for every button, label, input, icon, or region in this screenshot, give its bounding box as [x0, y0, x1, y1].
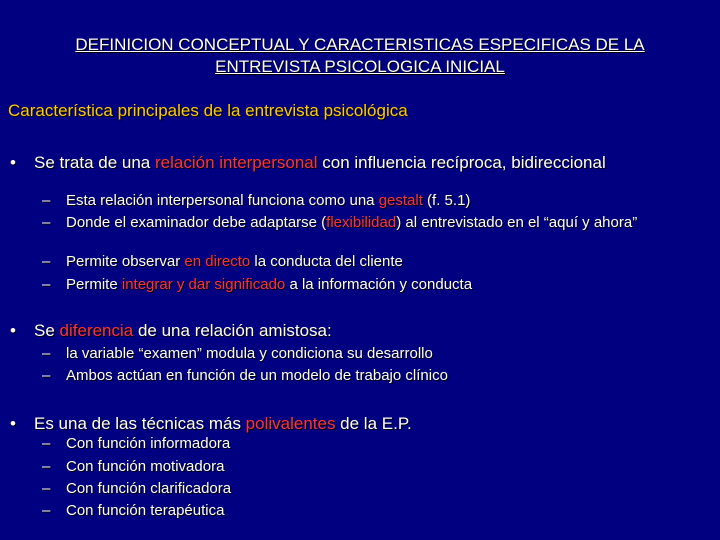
- bullet-marker: •: [10, 321, 16, 340]
- highlight-text: relación interpersonal: [154, 153, 318, 172]
- slide-title: [0, 34, 720, 78]
- bullet-text: Se trata de una relación interpersonal con influencia recíproca, bidireccional: [34, 153, 606, 172]
- dash-marker: –: [42, 367, 51, 384]
- dash-marker: –: [42, 480, 51, 497]
- bullet-marker: •: [10, 153, 16, 172]
- highlight-text: en directo: [184, 253, 251, 270]
- bullet-marker: •: [10, 414, 16, 433]
- dash-marker: –: [42, 435, 51, 452]
- bullet-text: Se diferencia de una relación amistosa:: [34, 321, 332, 340]
- highlight-text: integrar y dar significado: [121, 276, 286, 293]
- title-line-2: ENTREVISTA PSICOLOGICA INICIAL: [215, 57, 505, 76]
- highlight-text: gestalt: [378, 192, 423, 209]
- sub-bullet-text: la variable “examen” modula y condiciona su desarrollo: [66, 345, 433, 362]
- sub-bullet-text: Permite observar en directo la conducta del cliente: [66, 253, 403, 270]
- highlight-text: flexibilidad: [326, 214, 397, 231]
- dash-marker: –: [42, 192, 51, 209]
- dash-marker: –: [42, 253, 51, 270]
- sub-bullet-text: Esta relación interpersonal funciona como una gestalt (f. 5.1): [66, 192, 471, 209]
- sub-bullet-text: Permite integrar y dar significado a la información y conducta: [66, 276, 473, 293]
- sub-bullet-text: Con función clarificadora: [66, 480, 232, 497]
- sub-bullet-text: Con función informadora: [66, 435, 231, 452]
- highlight-text: polivalentes: [245, 414, 336, 433]
- highlight-text: diferencia: [59, 321, 134, 340]
- dash-marker: –: [42, 345, 51, 362]
- slide-subtitle: Característica principales de la entrevista psicológica: [8, 101, 408, 120]
- sub-bullet-text: Ambos actúan en función de un modelo de trabajo clínico: [66, 367, 448, 384]
- dash-marker: –: [42, 502, 51, 519]
- dash-marker: –: [42, 458, 51, 475]
- sub-bullet-text: Con función terapéutica: [66, 502, 225, 519]
- sub-bullet-text: Con función motivadora: [66, 458, 225, 475]
- dash-marker: –: [42, 214, 51, 231]
- sub-bullet-text: Donde el examinador debe adaptarse (flexibilidad) al entrevistado en el “aquí y ahora”: [66, 214, 638, 231]
- bullet-text: Es una de las técnicas más polivalentes de la E.P.: [34, 414, 412, 433]
- title-line-1: DEFINICION CONCEPTUAL Y CARACTERISTICAS ESPECIFICAS DE LA: [75, 35, 645, 54]
- dash-marker: –: [42, 276, 51, 293]
